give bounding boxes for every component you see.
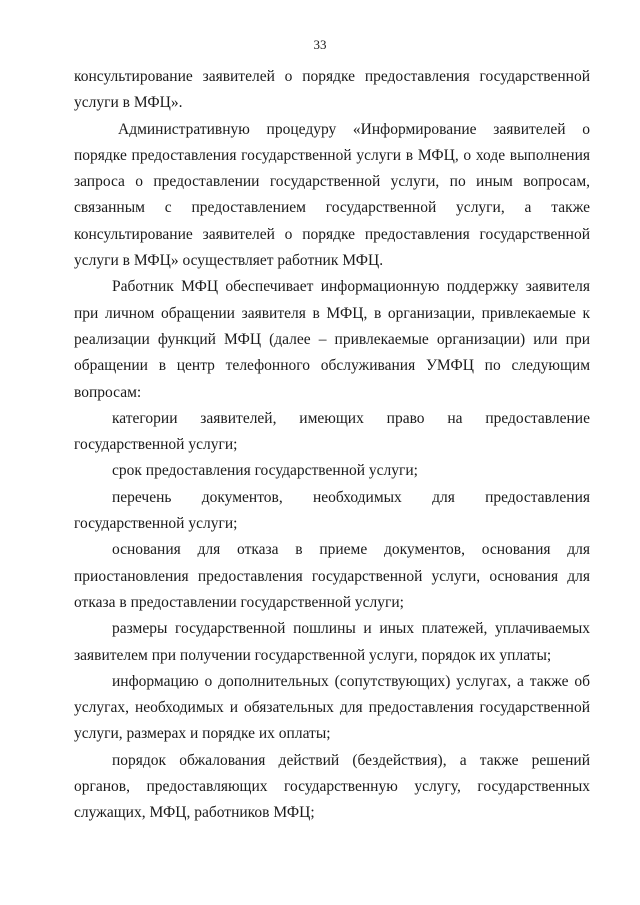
paragraph-continuation: консультирование заявителей о порядке предоставления государственной услуги в МФЦ». — [74, 68, 590, 112]
paragraph-administrative-procedure: Административную процедуру «Информирование заявителей о порядке предоставления государственной услуги в МФЦ, о ходе выполнения запроса о предоставлении государственной услуги, по иным вопросам, связанным с предоставлением государственной услуги, а также консультирование заявителей о порядке предоставления государственной услуги в МФЦ» осуществляет работник МФЦ. — [74, 120, 590, 270]
document-body — [74, 64, 590, 827]
list-item-appeal-procedure: порядок обжалования действий (бездействия), а также решений органов, предоставляющих государственную услугу, государственных служащих, МФЦ, работников МФЦ; — [74, 751, 590, 822]
page-number: 33 — [313, 37, 327, 52]
paragraph-mfc-support: Работник МФЦ обеспечивает информационную поддержку заявителя при личном обращении заявителя в МФЦ, в организации, привлекаемые к реализации функций МФЦ (далее – привлекаемые организации) или при обращении в центр телефонного обслуживания УМФЦ по следующим вопросам: — [74, 278, 590, 401]
list-item-service-term: срок предоставления государственной услуги; — [112, 462, 418, 480]
list-item-applicant-categories: категории заявителей, имеющих право на предоставление государственной услуги; — [74, 409, 590, 454]
list-item-refusal-grounds: основания для отказа в приеме документов, основания для приостановления предоставления государственной услуги, основания для отказа в предоставлении государственной услуги; — [74, 541, 590, 611]
list-item-documents-list: перечень документов, необходимых для предоставления государственной услуги; — [74, 488, 590, 533]
list-item-additional-services: информацию о дополнительных (сопутствующих) услугах, а также об услугах, необходимых и обязательных для предоставления государственной услуги, размерах и порядке их оплаты; — [74, 672, 590, 743]
list-item-fees: размеры государственной пошлины и иных платежей, уплачиваемых заявителем при получении государственной услуги, порядок их уплаты; — [74, 620, 590, 664]
